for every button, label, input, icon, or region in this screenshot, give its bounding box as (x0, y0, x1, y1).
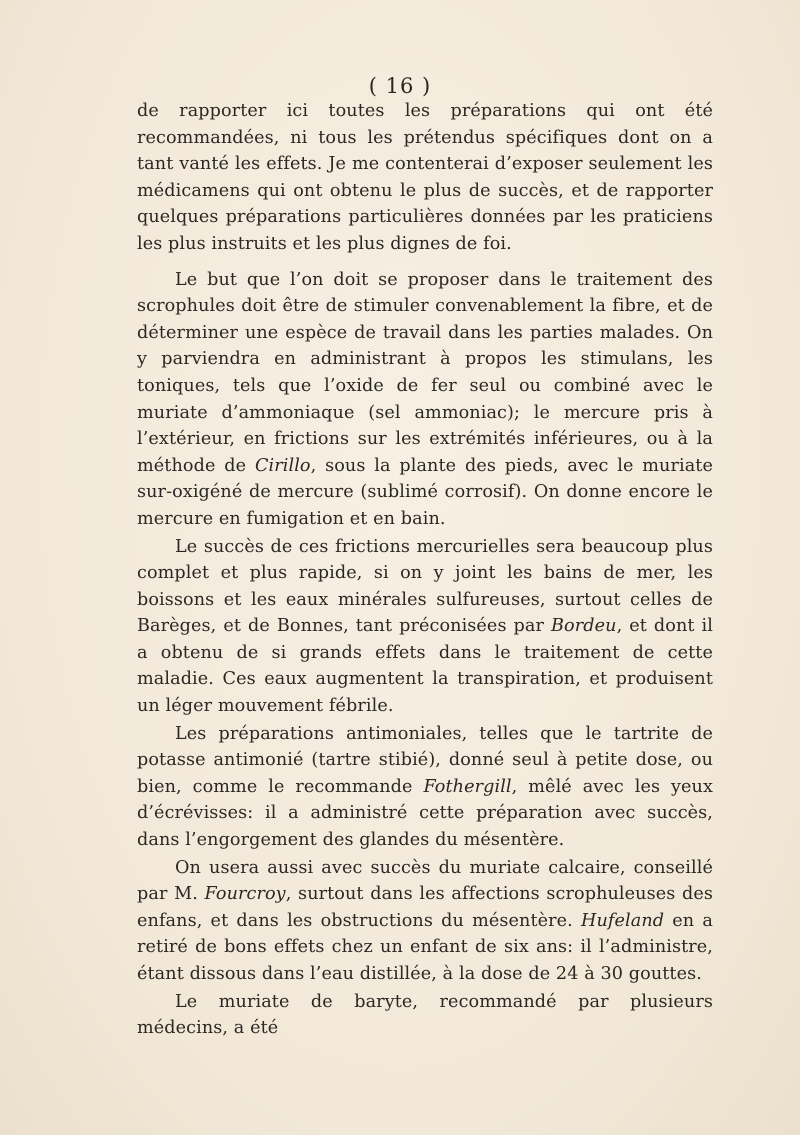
paragraph-text: , et dont il a obtenu de si grands effets dans le traitement de cette maladie. Ces eaux augmentent la transpiration, et produisent un léger mouvement fébrile. (137, 616, 714, 717)
body-text (137, 98, 713, 1042)
paragraph-text: Les préparations antimoniales, telles que le tartrite de potasse antimonié (tartre stibié), donné seul à petite dose, ou bien, comme le recommande (137, 723, 713, 797)
paragraph-3 (137, 534, 713, 720)
paragraph-text: Le muriate de baryte, recommandé par plusieurs médecins, a été (137, 991, 713, 1039)
paragraph-text: de rapporter ici toutes les préparations qui ont été recommandées, ni tous les prétendus spécifiques dont on a tant vanté les effets. Je me contenterai d’exposer seulement les médicamens qui ont obtenu le plus de succès, et de rapporter quelques préparations particulières données par les praticiens les plus instruits et les plus dignes de foi. (137, 101, 713, 254)
paragraph-text: en a retiré de bons effets chez un enfant de six ans: il l’administre, étant dissous dans l’eau distillée, à la dose de 24 à 30 gouttes. (137, 910, 713, 984)
paragraph-text: , sous la plante des pieds, avec le muriate sur-oxigéné de mercure (sublimé corrosif). On donne encore le mercure en fumigation et en bain. (137, 455, 713, 529)
author-name-hufeland: Hufeland (581, 910, 665, 931)
paragraph-2 (137, 267, 713, 533)
author-name-cirillo: Cirillo (254, 455, 311, 476)
paragraph-text: , surtout dans les affections scrophuleuses des enfans, et dans les obstructions du mésentère. (137, 884, 714, 931)
author-name-bordeu: Bordeu (551, 616, 617, 637)
paragraph-6 (137, 989, 713, 1042)
paragraph-5 (137, 855, 713, 988)
paragraph-text: Le but que l’on doit se proposer dans le traitement des scrophules doit être de stimuler convenablement la fibre, et de déterminer une espèce de travail dans les parties malades. On y parviendra en administrant à propos les stimulans, les toniques, tels que l’oxide de fer seul ou combiné avec le muriate d’ammoniaque (sel ammoniac); le mercure pris à l’extérieur, en frictions sur les extrémités inférieures, ou à la méthode de (137, 269, 713, 476)
author-name-fothergill: Fothergill (423, 776, 512, 797)
paragraph-text: , mêlé avec les yeux d’écrévisses: il a administré cette préparation avec succès, dans l’engorgement des glandes du mésentère. (137, 776, 713, 851)
page-number: ( 16 ) (368, 74, 432, 98)
paragraph-4 (137, 721, 713, 854)
paragraph-text: On usera aussi avec succès du muriate calcaire, conseillé par M. (137, 857, 713, 905)
paragraph-text: Le succès de ces frictions mercurielles sera beaucoup plus complet et plus rapide, si on y joint les bains de mer, les boissons et les eaux minérales sulfureuses, surtout celles de Barèges, et de Bonnes, tant préconisées par (137, 536, 713, 637)
paragraph-1 (137, 98, 713, 258)
author-name-fourcroy: Fourcroy (204, 884, 286, 905)
